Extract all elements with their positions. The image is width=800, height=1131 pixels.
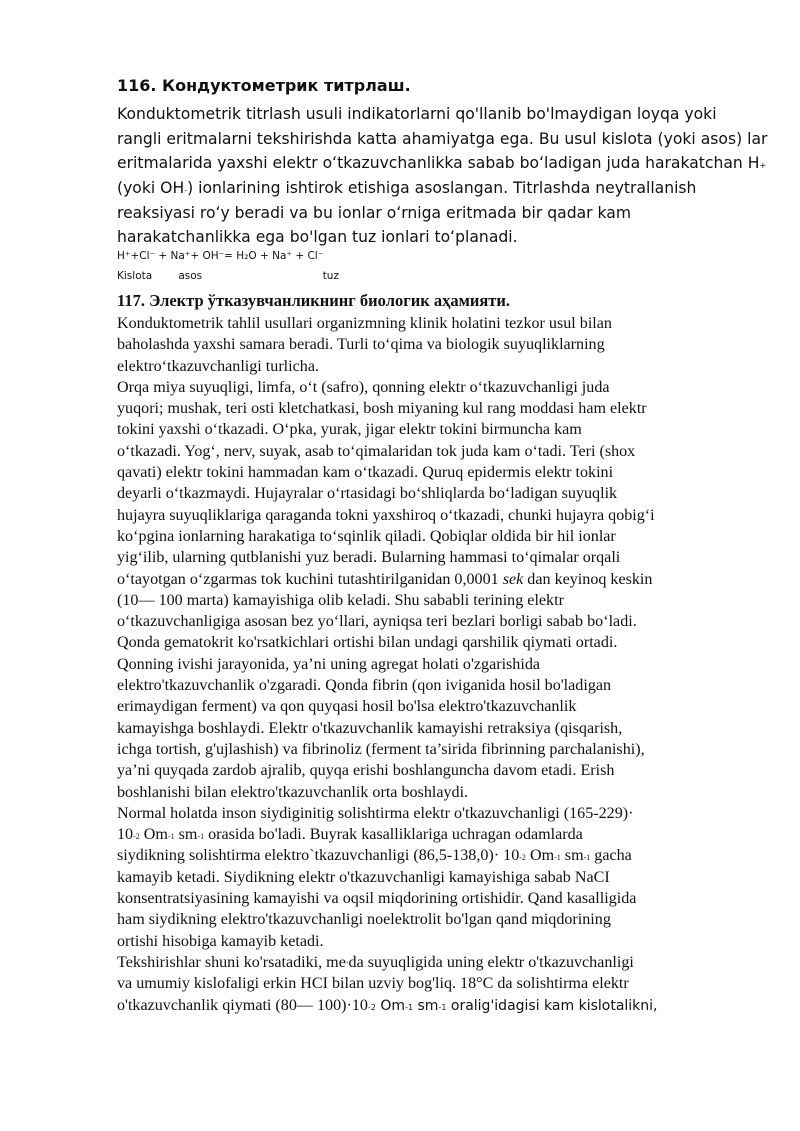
body-line: hujayra suyuqliklariga qaraganda tokni yaxshiroq oʻtkazadi, chunki hujayra qobigʻi [117, 506, 655, 524]
line-text: eritmalarida yaxshi elektr oʻtkazuvchanlikka sabab boʻladigan juda harakatchan H [117, 154, 760, 173]
label-salt: tuz [322, 270, 339, 282]
body-line: baholashda yaxshi samara beradi. Turli toʻqima va biologik suyuqliklarning [117, 336, 605, 354]
body-line: boshlanishi bilan elektro'tkazuvchanlik orta boshlaydi. [117, 783, 469, 801]
exponent: -1 [554, 853, 561, 863]
body-line: Qonning ivishi jarayonida, ya’ni uning agregat holati o'zgarishida [117, 655, 541, 673]
line-text: gacha [590, 847, 632, 865]
body-line: ham siydikning elektro'tkazuvchanligi noelektrolit bo'lgan qand miqdorining [117, 911, 611, 929]
body-line: qavati) elektr tokini hammadan kam oʻtkazadi. Quruq epidermis elektr tokini [117, 464, 614, 482]
paragraph-line: rangli eritmalarni tekshirishda katta ahamiyatga ega. Bu usul kislota (yoki asos) lar [117, 129, 768, 148]
line-text: siydikning solishtirma elektro`tkazuvchanligi (86,5-138,0)· 10 [117, 847, 520, 865]
body-line [117, 995, 767, 1016]
line-text: orasida bo'ladi. Buyrak kasalliklariga uchragan odamlarda [204, 826, 583, 844]
paragraph-line: reaksiyasi roʻy beradi va bu ionlar oʻrniga eritmada bir qadar kam [117, 203, 632, 222]
section-117-body [117, 313, 767, 1016]
exponent: -1 [167, 832, 175, 842]
line-text: Om [525, 847, 555, 865]
body-line: deyarli oʻtkazmaydi. Hujayralar oʻrtasidagi boʻshliqlarda boʻladigan suyuqlik [117, 485, 618, 503]
line-text: (yoki OH [117, 179, 185, 198]
exponent: -1 [405, 1002, 414, 1012]
line-text: Tekshirishlar shuni ko'rsatadiki, me [117, 953, 346, 971]
line-text: oralig'idagisi kam kislotalikni, [446, 997, 658, 1014]
exponent: -1 [438, 1002, 447, 1012]
body-line: (10— 100 marta) kamayishiga olib keladi. Shu sababli terining elektr [117, 591, 564, 609]
exponent: -1 [583, 853, 591, 863]
body-line: ortishi hisobiga kamayib ketadi. [117, 932, 324, 950]
body-line: Normal holatda inson siydiginitig solishtirma elektr o'tkazuvchanligi (165-229)· [117, 804, 634, 822]
paragraph-line: Konduktometrik titrlash usuli indikatorlarni qo'llanib bo'lmaydigan loyqa yoki [117, 105, 717, 123]
line-text: sm [174, 826, 198, 844]
body-line: ya’ni quyqada zardob ajralib, quyqa erishi boshlanguncha davom etadi. Erish [117, 762, 615, 780]
body-line: koʻpgina ionlarning harakatiga toʻsqinlik qiladi. Qobiqlar oldida bir hil ionlar [117, 527, 616, 545]
exponent: -2 [133, 832, 140, 842]
body-line: konsentratsiyasining kamayishi va oqsil miqdorining ortishidir. Qand kasalligida [117, 890, 637, 908]
line-text: o'tkazuvchanlik qiymati (80— 100)·10 [117, 996, 368, 1014]
line-text: Om [375, 997, 406, 1014]
body-line: Orqa miya suyuqligi, limfa, oʻt (safro), qonning elektr oʻtkazuvchanligi juda [117, 378, 610, 396]
exponent: -2 [519, 853, 526, 863]
label-acid: Kislota [117, 270, 153, 282]
body-line: elektro'tkazuvchanlik o'zgaradi. Qonda fibrin (qon iviganida hosil bo'ladigan [117, 677, 612, 695]
line-text: ) ionlarining ishtirok etishiga asoslangan. Titrlashda neytrallanish [187, 179, 697, 198]
line-text: da suyuqligida uning elektr o'tkazuvchanligi [348, 953, 634, 971]
line-text: sm [560, 847, 584, 865]
body-line: Qonda gematokrit ko'rsatkichlari ortishi bilan undagi qarshilik qiymati ortadi. [117, 634, 618, 652]
section-116-title: 116. Кондуктометрик титрлаш. [117, 76, 411, 95]
body-line: oʻtkazuvchanligiga asosan bez yoʻllari, ayniqsa teri bezlari borligi sabab boʻladi. [117, 613, 637, 631]
line-text: dan keyinoq keskin [523, 570, 653, 588]
body-line: kamayib ketadi. Siydikning elektr o'tkazuvchanligi kamayishiga sabab NaCI [117, 868, 610, 886]
body-line: yigʻilib, ularning qutblanishi yuz beradi. Bularning hammasi toʻqimalar orqali [117, 549, 621, 567]
body-line: kamayishga boshlaydi. Elektr o'tkazuvchanlik kamayishi retraksiya (qisqarish, [117, 719, 623, 737]
body-line: yuqori; mushak, teri osti kletchatkasi, bosh miyaning kul rang moddasi ham elektr [117, 400, 647, 418]
paragraph-line [117, 176, 757, 201]
body-line [117, 569, 767, 590]
section-116-paragraph [117, 102, 768, 250]
body-line: Konduktometrik tahlil usullari organizmning klinik holatini tezkor usul bilan [117, 315, 612, 332]
equation-labels [117, 270, 339, 282]
italic-unit: sek [502, 570, 524, 588]
paragraph-line [117, 151, 767, 176]
body-line [117, 845, 767, 866]
body-line: oʻtkazadi. Yogʻ, nerv, suyak, asab toʻqimalaridan tok juda kam oʻtadi. Teri (shox [117, 442, 636, 460]
section-117-title: 117. Электр ўтказувчанликнинг биологик аҳамияти. [117, 291, 510, 310]
exponent: -2 [367, 1002, 376, 1012]
exponent: -1 [197, 832, 205, 842]
body-line [117, 824, 767, 845]
body-line: tokini yaxshi oʻtkazadi. Oʻpka, yurak, jigar elektr tokini birmuncha kam [117, 421, 582, 439]
superscript-apostrophe: ’ [345, 959, 349, 969]
body-line: erimaydigan ferment) va qon quyqasi hosil bo'lsa elektro'tkazuvchanlik [117, 698, 577, 716]
reaction-equation: H⁺+Cl⁻ + Na⁺+ OH⁻= H₂O + Na⁺ + Cl⁻ [117, 250, 324, 262]
body-line [117, 952, 767, 973]
body-line: va umumiy kislofaligi erkin HCI bilan uzviy bog'liq. 18°C da solishtirma elektr [117, 975, 629, 993]
line-text: oʻtayotgan oʻzgarmas tok kuchini tutashtirilganidan 0,0001 [117, 570, 503, 588]
line-text: Om [139, 826, 168, 844]
superscript-minus: - [184, 186, 188, 196]
body-line: elektroʻtkazuvchanligi turlicha. [117, 357, 319, 375]
line-text: 10 [117, 826, 134, 844]
label-base: asos [178, 270, 203, 282]
superscript-plus: + [759, 161, 767, 171]
body-line: ichga tortish, g'ujlashish) va fibrinoliz (ferment ta’sirida fibrinning parchalanishi), [117, 740, 645, 758]
paragraph-line: harakatchanlikka ega bo'lgan tuz ionlari toʻplanadi. [117, 228, 518, 247]
line-text: sm [413, 997, 439, 1014]
